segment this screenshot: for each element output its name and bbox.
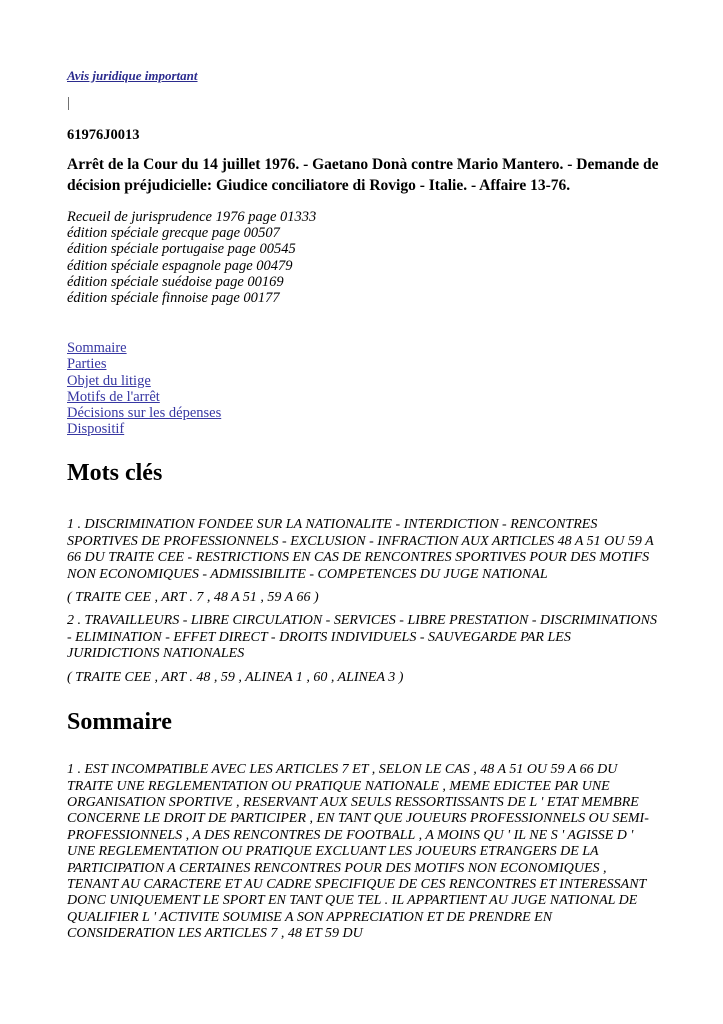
reference-line: édition spéciale suédoise page 00169: [67, 273, 284, 290]
summary-paragraph-1: 1 . EST INCOMPATIBLE AVEC LES ARTICLES 7 ET , SELON LE CAS , 48 A 51 OU 59 A 66 DU TRAITE UNE REGLEMENTATION OU PRATIQUE NATIONALE , MEME EDICTEE PAR UNE ORGANISATION SPORTIVE , RESERVANT AUX SEULS RESSORTISSANTS DE L ' ETAT MEMBRE CONCERNE LE DROIT DE PARTICIPER , EN TANT QUE JOUEURS PROFESSIONNELS OU SEMI-PROFESSIONNELS , A DES RENCONTRES DE FOOTBALL , A MOINS QU ' IL NE S ' AGISSE D ' UNE REGLEMENTATION OU PRATIQUE EXCLUANT LES JOUEURS ETRANGERS DE LA PARTICIPATION A CERTAINES RENCONTRES POUR DES MOTIFS NON ECONOMIQUES , TENANT AU CARACTERE ET AU CADRE SPECIFIQUE DE CES RENCONTRES ET INTERESSANT DONC UNIQUEMENT LE SPORT EN TANT QUE TEL . IL APPARTIENT AU JUGE NATIONAL DE QUALIFIER L ' ACTIVITE SOUMISE A SON APPRECIATION ET DE PRENDRE EN CONSIDERATION LES ARTICLES 7 , 48 ET 59 DU: [67, 762, 649, 942]
avis-juridique-link[interactable]: Avis juridique important: [67, 68, 198, 83]
toc-link-motifs-de-l-arret[interactable]: Motifs de l'arrêt: [67, 388, 160, 405]
report-references: [67, 209, 659, 306]
judgment-title: Arrêt de la Cour du 14 juillet 1976. - Gaetano Donà contre Mario Mantero. - Demande de décision préjudicielle: Giudice conciliatore di Rovigo - Italie. - Affaire 13-76.: [67, 156, 659, 194]
toc-link-objet-du-litige[interactable]: Objet du litige: [67, 372, 151, 389]
celex-number: 61976J0013: [67, 127, 140, 143]
reference-line: Recueil de jurisprudence 1976 page 01333: [67, 209, 317, 225]
section-heading-mots-cles: Mots clés: [67, 460, 163, 487]
keywords-paragraph-4: ( TRAITE CEE , ART . 48 , 59 , ALINEA 1 , 60 , ALINEA 3 ): [67, 669, 404, 685]
keywords-paragraph-2: ( TRAITE CEE , ART . 7 , 48 A 51 , 59 A 66 ): [67, 590, 319, 606]
toc-link-dispositif[interactable]: Dispositif: [67, 421, 125, 438]
separator-pipe: |: [67, 95, 71, 111]
reference-line: édition spéciale grecque page 00507: [67, 225, 280, 242]
section-heading-sommaire: Sommaire: [67, 709, 172, 736]
keywords-paragraph-1: 1 . DISCRIMINATION FONDEE SUR LA NATIONALITE - INTERDICTION - RENCONTRES SPORTIVES DE PROFESSIONNELS - EXCLUSION - INFRACTION AUX ARTICLES 48 A 51 OU 59 A 66 DU TRAITE CEE - RESTRICTIONS EN CAS DE RENCONTRES SPORTIVES POUR DES MOTIFS NON ECONOMIQUES - ADMISSIBILITE - COMPETENCES DU JUGE NATIONAL: [67, 517, 654, 582]
toc-nav: [67, 340, 659, 437]
reference-line: édition spéciale finnoise page 00177: [67, 290, 280, 307]
toc-link-decisions-sur-les-depenses[interactable]: Décisions sur les dépenses: [67, 405, 222, 422]
toc-link-parties[interactable]: Parties: [67, 356, 107, 373]
keywords-paragraph-3: 2 . TRAVAILLEURS - LIBRE CIRCULATION - SERVICES - LIBRE PRESTATION - DISCRIMINATIONS - ELIMINATION - EFFET DIRECT - DROITS INDIVIDUELS - SAUVEGARDE PAR LES JURIDICTIONS NATIONALES: [67, 613, 657, 662]
toc-link-sommaire[interactable]: Sommaire: [67, 340, 127, 357]
reference-line: édition spéciale portugaise page 00545: [67, 241, 296, 258]
reference-line: édition spéciale espagnole page 00479: [67, 257, 293, 274]
